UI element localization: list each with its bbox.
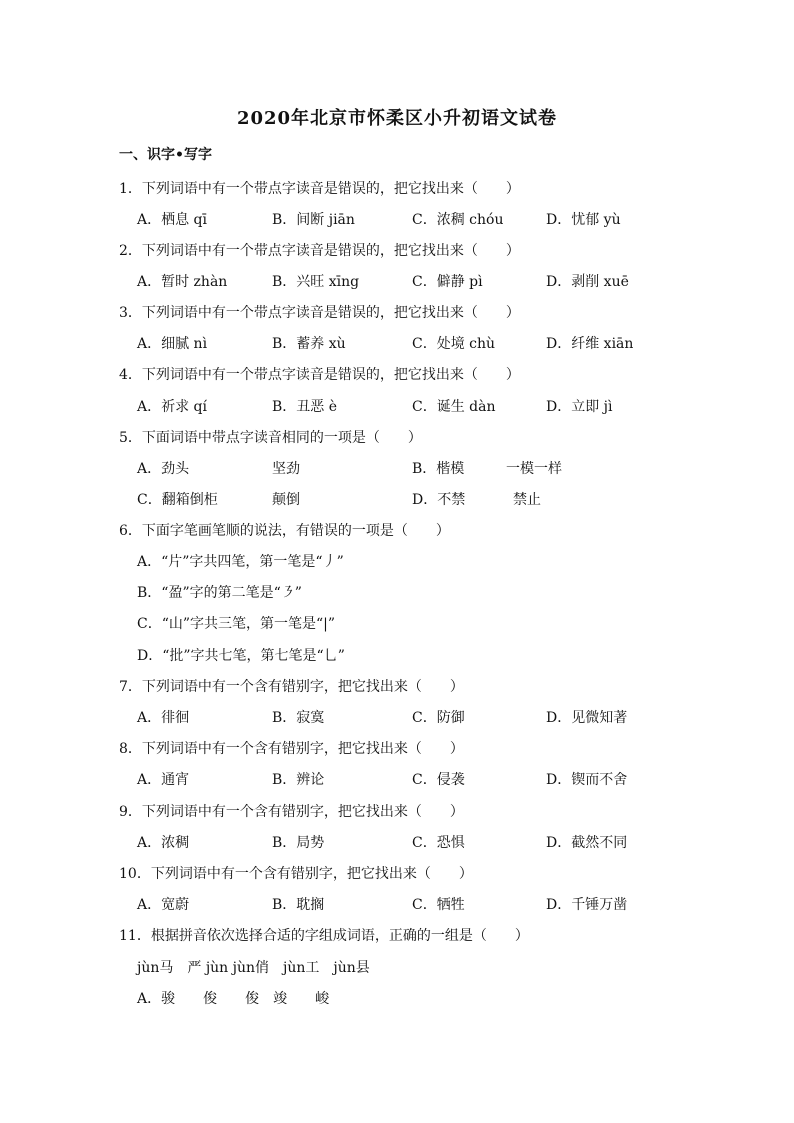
- question-2-option-c: C．僻静 pì: [412, 274, 483, 290]
- question-7-stem: 7．下列词语中有一个含有错别字，把它找出来（ ）: [119, 679, 464, 695]
- question-8-option-b: B．辨论: [272, 772, 325, 788]
- question-10-option-b: B．耽搁: [272, 897, 325, 913]
- question-5-stem: 5．下面词语中带点字读音相同的一项是（ ）: [119, 430, 422, 446]
- question-8-option-d: D．锲而不舍: [546, 772, 628, 788]
- question-6-option-b: B．“盈”字的第二笔是“㇋”: [137, 585, 302, 601]
- question-9-stem: 9．下列词语中有一个含有错别字，把它找出来（ ）: [119, 804, 464, 820]
- question-5-option-b-word2: 一模一样: [506, 461, 562, 477]
- question-6-stem: 6．下面字笔画笔顺的说法，有错误的一项是（ ）: [119, 523, 450, 539]
- question-7-option-a: A．徘徊: [137, 710, 190, 726]
- question-8-option-a: A．通宵: [137, 772, 190, 788]
- question-9-option-d: D．截然不同: [546, 835, 628, 851]
- question-5-option-a-word1: A．劲头: [137, 461, 190, 477]
- question-11-pinyin-line: jùn马 严 jùn jùn俏 jùn工 jùn县: [137, 960, 370, 976]
- question-6-option-d: D．“批”字共七笔，第七笔是“乚”: [137, 648, 345, 664]
- question-3-stem: 3．下列词语中有一个带点字读音是错误的，把它找出来（ ）: [119, 305, 520, 321]
- question-10-stem: 10．下列词语中有一个含有错别字，把它找出来（ ）: [119, 866, 473, 882]
- question-1-option-a: A．栖息 qī: [137, 212, 207, 228]
- question-1-option-d: D．忧郁 yù: [546, 212, 621, 228]
- question-1-option-c: C．浓稠 chóu: [412, 212, 504, 228]
- question-2-stem: 2．下列词语中有一个带点字读音是错误的，把它找出来（ ）: [119, 243, 520, 259]
- question-5-option-d-word2: 禁止: [513, 492, 541, 508]
- question-6-option-c: C．“山”字共三笔，第一笔是“|”: [137, 616, 336, 632]
- section-heading: 一、识字•写字: [119, 147, 212, 163]
- question-8-option-c: C．侵袭: [412, 772, 465, 788]
- question-5-option-c-word2: 颠倒: [272, 492, 300, 508]
- question-4-option-a: A．祈求 qí: [137, 399, 207, 415]
- question-10-option-c: C．牺牲: [412, 897, 465, 913]
- page-title: 2020年北京市怀柔区小升初语文试卷: [236, 108, 558, 129]
- question-5-option-b-word1: B．楷模: [412, 461, 465, 477]
- question-5-option-d-word1: D．不禁: [412, 492, 466, 508]
- question-6-option-a: A．“片”字共四笔，第一笔是“丿”: [137, 554, 344, 570]
- question-3-option-c: C．处境 chù: [412, 336, 496, 352]
- question-11-option-a: A．骏 俊 俊 竣 峻: [137, 991, 330, 1007]
- question-7-option-c: C．防御: [412, 710, 465, 726]
- question-10-option-d: D．千锤万凿: [546, 897, 628, 913]
- question-3-option-d: D．纤维 xiān: [546, 336, 634, 352]
- question-8-stem: 8．下列词语中有一个含有错别字，把它找出来（ ）: [119, 741, 464, 757]
- question-3-option-a: A．细腻 nì: [137, 336, 208, 352]
- question-9-option-b: B．局势: [272, 835, 325, 851]
- question-7-option-d: D．见微知著: [546, 710, 628, 726]
- question-9-option-a: A．浓稠: [137, 835, 190, 851]
- question-5-option-c-word1: C．翻箱倒柜: [137, 492, 218, 508]
- question-4-option-d: D．立即 jì: [546, 399, 613, 415]
- question-4-option-c: C．诞生 dàn: [412, 399, 496, 415]
- question-9-option-c: C．恐惧: [412, 835, 465, 851]
- question-10-option-a: A．宽蔚: [137, 897, 190, 913]
- question-2-option-a: A．暂时 zhàn: [137, 274, 228, 290]
- question-4-option-b: B．丑恶 è: [272, 399, 338, 415]
- question-2-option-d: D．剥削 xuē: [546, 274, 629, 290]
- question-2-option-b: B．兴旺 xīng: [272, 274, 360, 290]
- question-3-option-b: B．蓄养 xù: [272, 336, 346, 352]
- question-1-stem: 1．下列词语中有一个带点字读音是错误的，把它找出来（ ）: [119, 181, 520, 197]
- question-5-option-a-word2: 坚劲: [272, 461, 300, 477]
- question-7-option-b: B．寂寞: [272, 710, 325, 726]
- question-1-option-b: B．间断 jiān: [272, 212, 355, 228]
- question-4-stem: 4．下列词语中有一个带点字读音是错误的，把它找出来（ ）: [119, 367, 520, 383]
- question-11-stem: 11．根据拼音依次选择合适的字组成词语，正确的一组是（ ）: [119, 928, 529, 944]
